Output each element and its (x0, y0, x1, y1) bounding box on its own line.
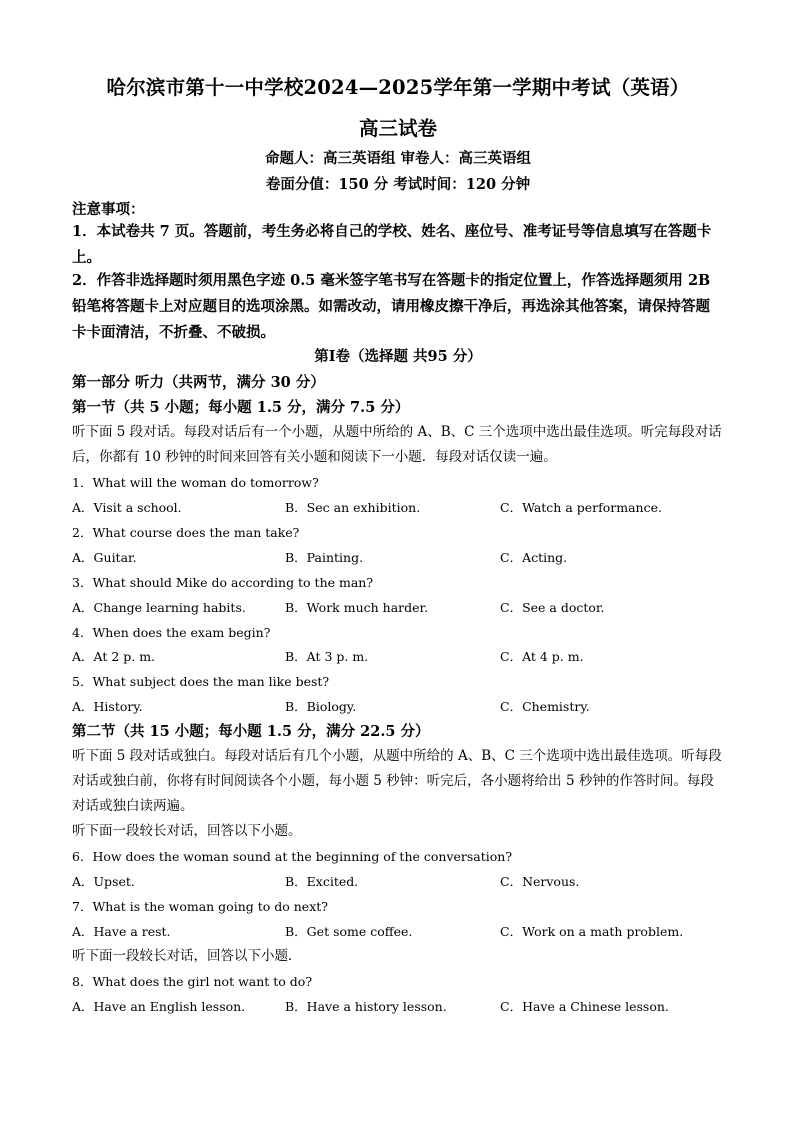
question-5-option-a: A．History. (72, 699, 143, 714)
note-item-2: 2．作答非选择题时须用黑色字迹 0.5 毫米签字笔书写在答题卡的指定位置上，作答选择题须用 2B 铅笔将答题卡上对应题目的选项涂黑。如需改动，请用橡皮擦干净后，再选涂其他答案，请保持答题卡卡面清洁，不折叠、不破损。 (72, 272, 711, 341)
section2-heading: 第二节（共 15 小题；每小题 1.5 分，满分 22.5 分） (72, 723, 430, 740)
question-2-option-a: A．Guitar. (72, 550, 137, 565)
question-7-option-a: A．Have a rest. (72, 924, 171, 939)
question-1-option-c: C．Watch a performance. (500, 500, 662, 515)
part1-heading: 第一部分 听力（共两节，满分 30 分） (72, 374, 325, 391)
question-3-option-a: A．Change learning habits. (72, 600, 246, 615)
question-stem-4: 4．When does the exam begin? (72, 625, 271, 640)
note-item-1: 1．本试卷共 7 页。答题前，考生务必将自己的学校、姓名、座位号、准考证号等信息填写在答题卡上。 (72, 223, 712, 266)
question-1-option-a: A．Visit a school. (72, 500, 182, 515)
question-5-option-c: C．Chemistry. (500, 699, 590, 714)
question-stem-8: 8．What does the girl not want to do? (72, 974, 313, 989)
score-time-line: 卷面分值：150 分 考试时间：120 分钟 (265, 176, 531, 193)
question-7-option-c: C．Work on a math problem. (500, 924, 684, 939)
question-8-option-a: A．Have an English lesson. (72, 999, 246, 1014)
authors-line: 命题人：高三英语组 审卷人：高三英语组 (264, 150, 532, 167)
question-stem-1: 1．What will the woman do tomorrow? (72, 475, 319, 490)
question-6-option-b: B．Excited. (285, 874, 359, 889)
question-4-option-b: B．At 3 p. m. (285, 649, 369, 664)
question-6-option-c: C．Nervous. (500, 874, 580, 889)
exam-title: 哈尔滨市第十一中学校2024—2025学年第一学期中考试（英语） (106, 76, 690, 99)
question-3-option-b: B．Work much harder. (285, 600, 429, 615)
question-5-option-b: B．Biology. (285, 699, 357, 714)
question-1-option-b: B．Sec an exhibition. (285, 500, 421, 515)
question-stem-5: 5．What subject does the man like best? (72, 674, 330, 689)
notes-heading: 注意事项： (72, 201, 145, 218)
section1-instructions: 听下面 5 段对话。每段对话后有一个小题，从题中所给的 A、B、C 三个选项中选出最佳选项。听完每段对话后，你都有 10 秒钟的时间来回答有关小题和阅读下一小题．每段对话仅读一遍。 (72, 424, 722, 465)
exam-subtitle: 高三试卷 (358, 117, 437, 140)
question-stem-2: 2．What course does the man take? (72, 525, 300, 540)
question-stem-7: 7．What is the woman going to do next? (72, 899, 328, 914)
section2-instructions: 听下面 5 段对话或独白。每段对话后有几个小题，从题中所给的 A、B、C 三个选项中选出最佳选项。听每段对话或独白前，你将有时间阅读各个小题，每小题 5 秒钟：听完后，各小题将给出 5 秒钟的作答时间。每段对话或独白读两遍。 (72, 748, 722, 814)
section2-intro-2: 听下面一段较长对话，回答以下小题． (72, 948, 302, 964)
question-4-option-a: A．At 2 p. m. (72, 649, 156, 664)
volume-heading: 第Ⅰ卷（选择题 共95 分） (314, 348, 482, 365)
question-8-option-c: C．Have a Chinese lesson. (500, 999, 669, 1014)
question-2-option-c: C．Acting. (500, 550, 568, 565)
question-3-option-c: C．See a doctor. (500, 600, 605, 615)
question-8-option-b: B．Have a history lesson. (285, 999, 447, 1014)
question-stem-6: 6．How does the woman sound at the beginning of the conversation? (72, 849, 513, 864)
question-stem-3: 3．What should Mike do according to the man? (72, 575, 374, 590)
section1-heading: 第一节（共 5 小题；每小题 1.5 分，满分 7.5 分） (72, 399, 410, 416)
question-7-option-b: B．Get some coffee. (285, 924, 413, 939)
question-6-option-a: A．Upset. (72, 874, 135, 889)
section2-intro-1: 听下面一段较长对话，回答以下小题。 (72, 823, 302, 839)
question-4-option-c: C．At 4 p. m. (500, 649, 584, 664)
question-2-option-b: B．Painting. (285, 550, 364, 565)
